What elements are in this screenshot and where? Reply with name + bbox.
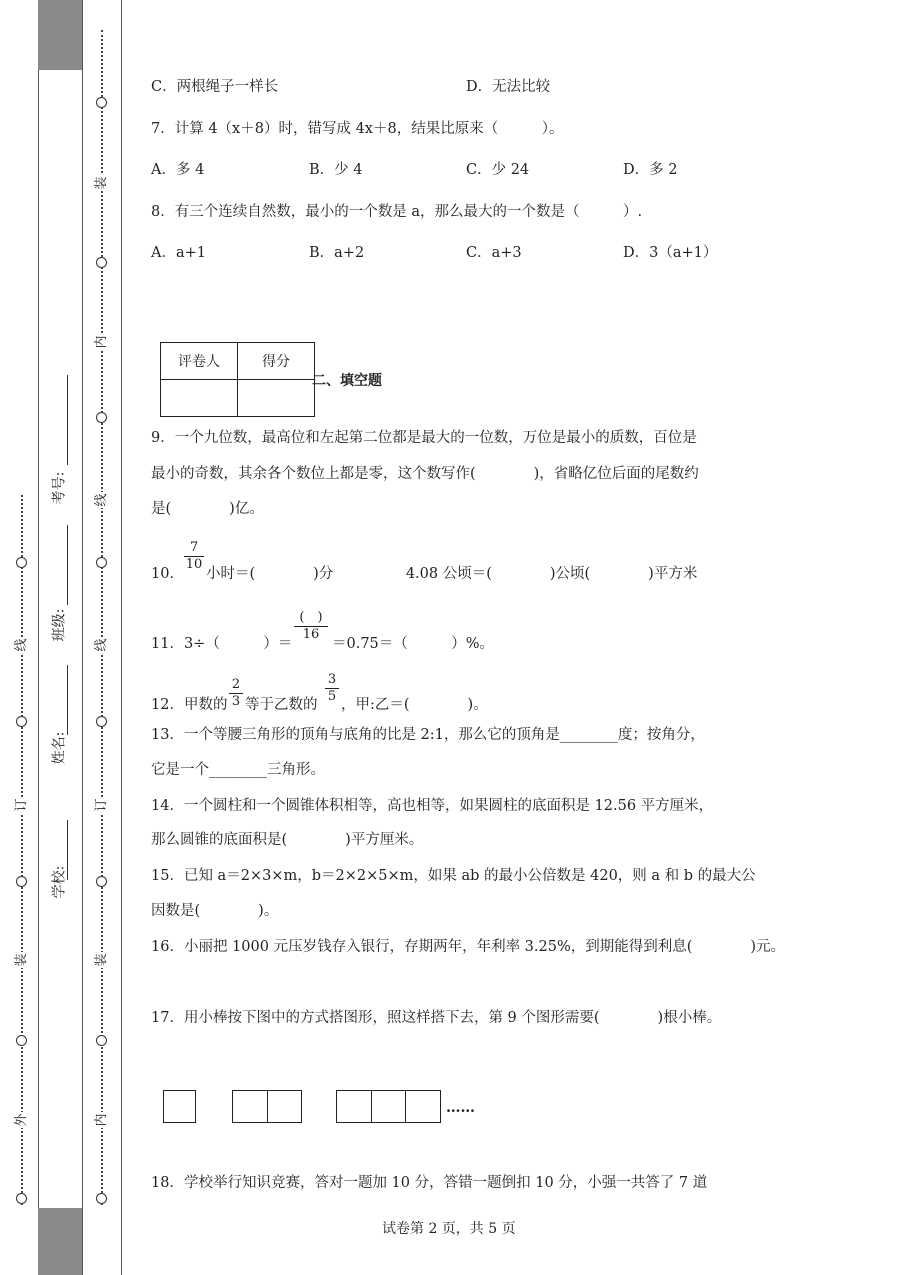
q12-part-c: ，甲:乙＝( )。: [341, 697, 488, 713]
q7-option-a: A．多 4: [151, 162, 205, 178]
q16: 16．小丽把 1000 元压岁钱存入银行，存期两年，年利率 3.25%，到期能得到利息( )元。: [151, 939, 786, 955]
q10-frac-num: 7: [189, 540, 199, 555]
outer-char-xian: 线: [12, 637, 32, 653]
field-school-line: [67, 820, 68, 880]
field-school-label: 学校:: [51, 865, 68, 899]
margin-gray-top: [38, 0, 82, 70]
q8-option-c: C．a+3: [466, 245, 522, 261]
outer-circle-3: [16, 876, 27, 887]
inner-circle-7: [96, 1035, 107, 1046]
inner-dotted-line: [101, 30, 103, 1205]
q7-option-c: C．少 24: [466, 162, 530, 178]
inner-char-xian-2: 线: [92, 637, 112, 653]
q10-rest: 小时＝( )分 4.08 公顷＝( )公顷( )平方米: [206, 566, 698, 582]
figure-2: [232, 1090, 302, 1123]
inner-char-zhuang-bottom: 装: [92, 952, 112, 968]
q6-option-c: C．两根绳子一样长: [151, 79, 279, 95]
inner-circle-6: [96, 876, 107, 887]
q8-stem: 8．有三个连续自然数，最小的一个数是 a，那么最大的一个数是（ ）.: [151, 204, 643, 220]
q8-option-b: B．a+2: [309, 245, 365, 261]
outer-char-zhuang: 装: [12, 952, 32, 968]
q11-part-b: ＝0.75＝（ ）%。: [332, 636, 495, 652]
figure-1-square-1: [163, 1090, 196, 1123]
q15-line1: 15．已知 a＝2×3×m，b＝2×2×5×m，如果 ab 的最小公倍数是 420，则 a 和 b 的最大公: [151, 868, 756, 884]
q12-fraction-2: [325, 672, 339, 705]
q8-option-d: D．3（a+1）: [623, 245, 718, 261]
field-examno-label: 考号:: [51, 471, 68, 505]
q12-part-a: 12．甲数的: [151, 697, 228, 713]
figure-2-square-1: [232, 1090, 268, 1123]
q10-frac-den: 10: [185, 557, 203, 572]
figure-1: [163, 1090, 196, 1123]
outer-circle-4: [16, 1035, 27, 1046]
q9-line1: 9．一个九位数，最高位和左起第二位都是最大的一位数，万位是最小的质数，百位是: [151, 430, 697, 446]
score-cell-score[interactable]: [238, 380, 315, 417]
q17: 17．用小棒按下图中的方式搭图形，照这样搭下去，第 9 个图形需要( )根小棒。: [151, 1010, 722, 1026]
score-cell-grader[interactable]: [161, 380, 238, 417]
page-footer: 试卷第 2 页，共 5 页: [382, 1221, 516, 1237]
margin-gray-bottom: [38, 1208, 82, 1275]
inner-char-nei-bottom: 内: [92, 1112, 112, 1128]
field-class-label: 班级:: [51, 608, 68, 642]
inner-circle-1: [96, 97, 107, 108]
figure-2-square-2: [267, 1090, 302, 1123]
q10-fraction: [184, 540, 204, 573]
inner-circle-8: [96, 1193, 107, 1204]
q13-line2: 它是一个________三角形。: [151, 762, 325, 778]
q7-stem: 7．计算 4（x＋8）时，错写成 4x＋8，结果比原来（ ）。: [151, 121, 564, 137]
outer-dotted-line: [21, 495, 23, 1205]
outer-circle-5: [16, 1193, 27, 1204]
field-name-label: 姓名:: [51, 731, 68, 765]
q13-line1: 13．一个等腰三角形的顶角与底角的比是 2:1，那么它的顶角是________度；按角分，: [151, 727, 705, 743]
field-name-line: [67, 665, 68, 735]
figure-3: [336, 1090, 441, 1123]
score-table: [160, 342, 315, 417]
q12-frac2-num: 3: [327, 672, 337, 687]
q7-option-b: B．少 4: [309, 162, 363, 178]
inner-circle-4: [96, 557, 107, 568]
q15-line2: 因数是( )。: [151, 903, 279, 919]
q11-fraction: [294, 610, 328, 643]
inner-char-ding: 订: [92, 797, 112, 813]
margin-line-mid: [82, 0, 83, 1275]
q11-frac-num: ( ): [299, 610, 323, 625]
figure-3-square-1: [336, 1090, 372, 1123]
score-header-grader: 评卷人: [161, 343, 238, 380]
q7-option-d: D．多 2: [623, 162, 678, 178]
q9-line3: 是( )亿。: [151, 501, 264, 517]
q11-part-a: 11．3÷（ ）＝: [151, 636, 293, 652]
q12-frac1-num: 2: [231, 677, 241, 692]
figure-3-square-2: [371, 1090, 407, 1123]
q14-line2: 那么圆锥的底面积是( )平方厘米。: [151, 832, 424, 848]
outer-char-ding: 订: [12, 797, 32, 813]
inner-circle-5: [96, 716, 107, 727]
q12-part-b: 等于乙数的: [245, 697, 318, 713]
outer-char-wai: 外: [12, 1112, 32, 1128]
margin-line-left: [38, 0, 39, 1275]
figure-3-square-3: [405, 1090, 441, 1123]
field-class-line: [67, 525, 68, 605]
figure-ellipsis: ……: [446, 1099, 475, 1116]
outer-circle-1: [16, 557, 27, 568]
section-title: 二、填空题: [312, 373, 382, 389]
inner-circle-2: [96, 257, 107, 268]
inner-circle-3: [96, 412, 107, 423]
q11-frac-den: 16: [294, 626, 328, 643]
inner-char-nei-top: 内: [92, 334, 112, 350]
q9-line2: 最小的奇数，其余各个数位上都是零，这个数写作( )，省略亿位后面的尾数约: [151, 466, 699, 482]
inner-char-xian-1: 线: [92, 492, 112, 508]
q12-frac2-den: 5: [325, 688, 339, 705]
q10-number: 10．: [151, 566, 184, 582]
score-header-score: 得分: [238, 343, 315, 380]
q8-option-a: A．a+1: [151, 245, 206, 261]
outer-circle-2: [16, 716, 27, 727]
q12-fraction-1: [229, 677, 243, 710]
q14-line1: 14．一个圆柱和一个圆锥体积相等，高也相等，如果圆柱的底面积是 12.56 平方厘米，: [151, 798, 714, 814]
margin-line-right: [121, 0, 122, 1275]
q18: 18．学校举行知识竞赛，答对一题加 10 分，答错一题倒扣 10 分，小强一共答了 7 道: [151, 1175, 708, 1191]
q6-option-d: D．无法比较: [466, 79, 551, 95]
inner-char-zhuang-top: 装: [92, 175, 112, 191]
q12-frac1-den: 3: [229, 693, 243, 710]
field-examno-line: [67, 375, 68, 465]
